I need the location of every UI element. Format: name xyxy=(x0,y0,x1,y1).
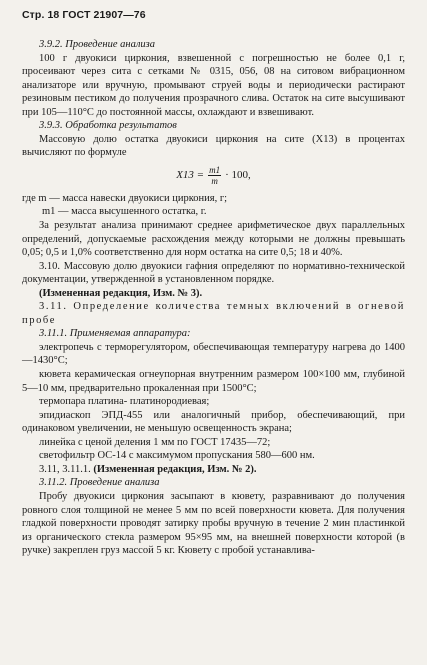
formula xyxy=(22,162,405,190)
equipment-item: термопара платина- платинородиевая; xyxy=(39,396,210,408)
equipment-item: кювета керамическая огнеупорная внутренним размером 100×100 мм, глубиной 5—10 мм, предварительно прокаленная при 1500°С; xyxy=(22,369,405,394)
formula-numerator: m1 xyxy=(209,165,221,176)
formula-denominator: m xyxy=(211,176,218,187)
section-3-9-3-text: Массовую долю остатка двуокиси циркония на сите (X13) в процентах вычисляют по формуле xyxy=(22,133,405,159)
result-text: За результат анализа принимают среднее арифметическое двух параллельных определений, допускаемые расхождения между которыми не должны превышать 0,05; 0,5 и 1,0% соответственно для норм остатка на сите 0,5; 18 и 40%. xyxy=(22,220,405,259)
formula-rhs: · 100, xyxy=(225,169,251,182)
section-3-11-1-title: 3.11.1. Применяемая аппаратура: xyxy=(39,328,191,340)
definition-m: где m — масса навески двуокиси циркония, г; xyxy=(22,192,228,204)
formula-fraction xyxy=(208,165,221,186)
formula-lhs: X13 = xyxy=(176,169,205,182)
section-3-9-2-title: 3.9.2. Проведение анализа xyxy=(39,39,156,50)
amendment-3: (Измененная редакция, Изм. № 3). xyxy=(39,287,203,299)
definition-m1: m1 — масса высушенного остатка, г. xyxy=(42,206,207,218)
section-3-11-2-text: Пробу двуокиси циркония засыпают в кювету, разравнивают до получения ровного слоя толщиной не менее 5 мм по всей поверхности кювета. Для получения гладкой поверхности проводят затирку пробы вручную в течение 2 мин пластинкой из органического стекла размером 95×95 мм, на внешней поверхности которой (в ручке) закреплен груз массой 5 кг. Кювету с пробой устанавлива- xyxy=(22,490,405,557)
equipment-item: светофильтр ОС-14 с максимумом пропускания 580—600 нм. xyxy=(39,450,315,462)
section-3-11-2-title: 3.11.2. Проведение анализа xyxy=(39,477,160,489)
section-3-10-text: 3.10. Массовую долю двуокиси гафния определяют по нормативно-технической документации, утвержденной в установленном порядке. xyxy=(22,260,405,286)
document-body xyxy=(22,38,405,558)
section-3-9-3-title: 3.9.3. Обработка результатов xyxy=(39,120,177,132)
section-3-9-2-text: 100 г двуокиси циркония, взвешенной с погрешностью не более 0,1 г, просеивают через сита с сетками № 0315, 056, 08 на ситовом вибрационном анализаторе или вручную, промывают струей воды и периодически растирают резиновым пестиком до получения прозрачного слива. Остаток на сите высушивают при 105—110°С до постоянной массы, охлаждают и взвешивают. xyxy=(22,52,405,118)
equipment-item: эпидиаскоп ЭПД-455 или аналогичный прибор, обеспечивающий, при одинаковом увеличении, не меньшую освещенность экрана; xyxy=(22,409,405,435)
equipment-item: линейка с ценой деления 1 мм по ГОСТ 17435—72; xyxy=(39,436,271,448)
page-header: Стр. 18 ГОСТ 21907—76 xyxy=(22,9,146,21)
amendment-2-prefix: 3.11, 3.11.1. xyxy=(39,463,91,475)
amendment-2 xyxy=(22,463,405,477)
amendment-2-text: (Измененная редакция, Изм. № 2). xyxy=(93,463,257,475)
section-3-11-title: 3.11. Определение количества темных включений в огневой пробе xyxy=(22,301,405,326)
equipment-item: электропечь с терморегулятором, обеспечивающая температуру нагрева до 1400—1430°С; xyxy=(22,341,405,367)
